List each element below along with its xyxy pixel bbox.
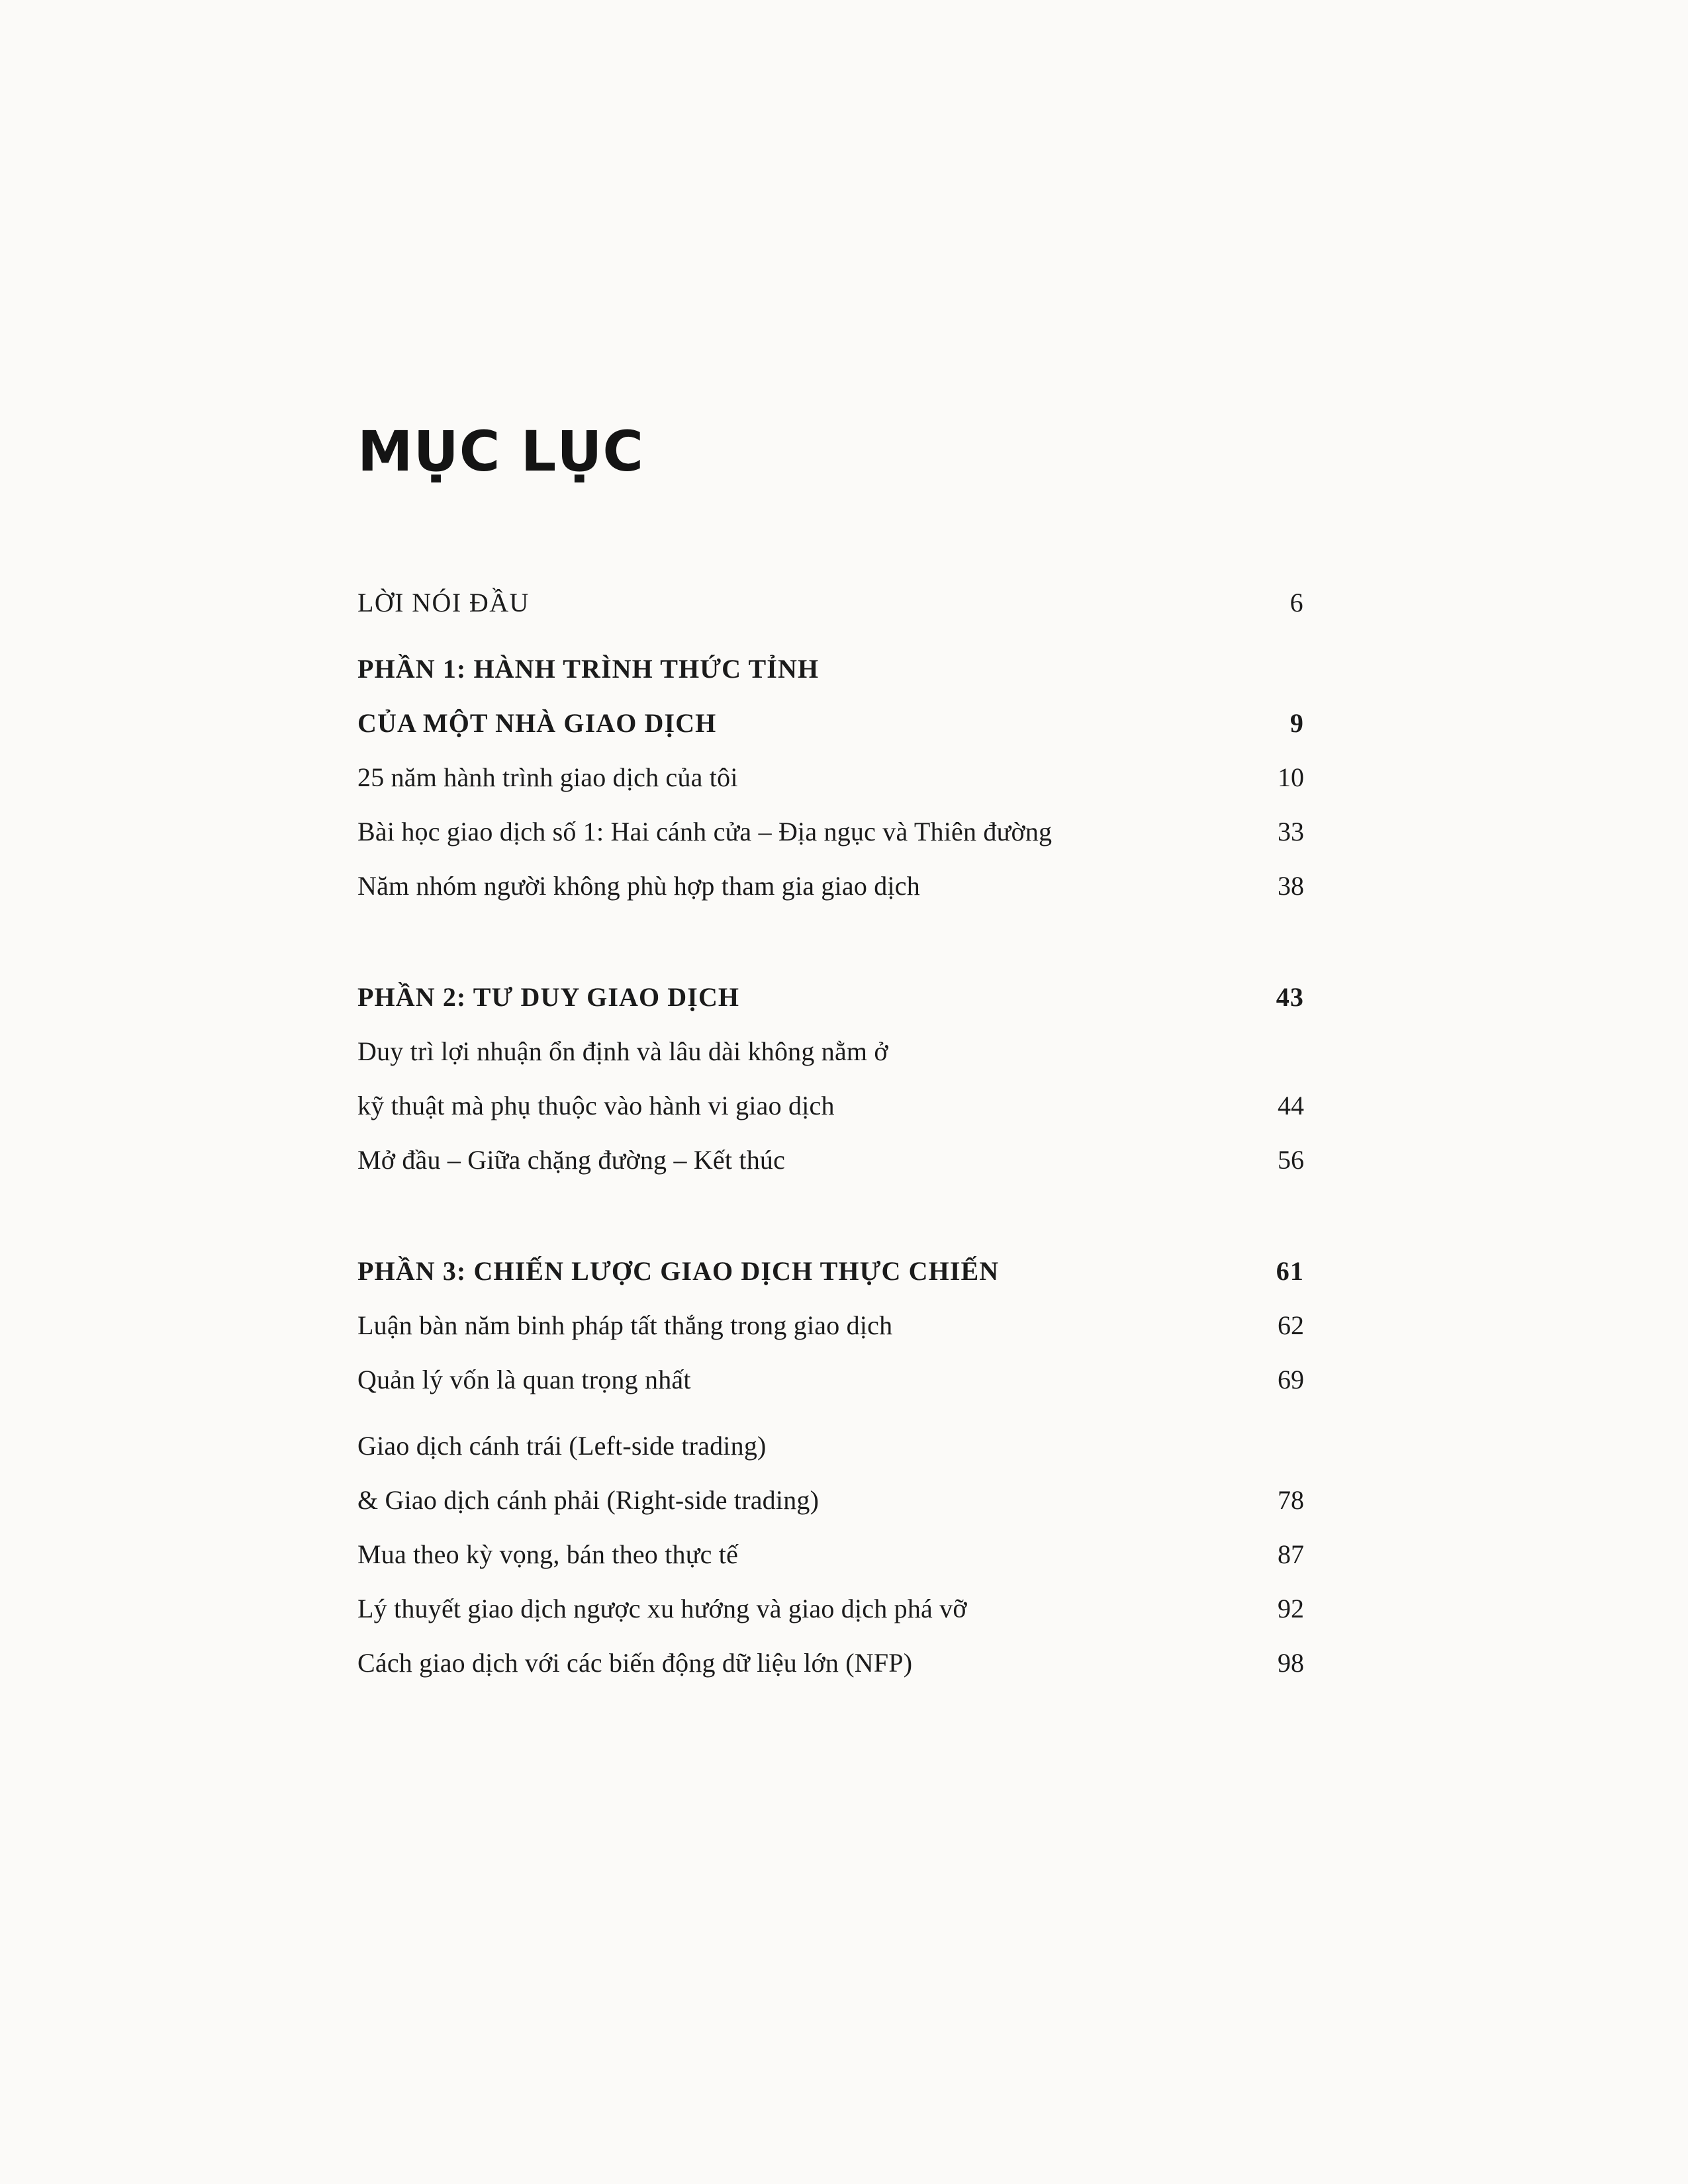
toc-section-label: PHẦN 3: CHIẾN LƯỢC GIAO DỊCH THỰC CHIẾN xyxy=(357,1256,1000,1286)
toc-entry-loi-noi-dau[interactable] xyxy=(357,585,1304,621)
toc-entry-mua-theo[interactable] xyxy=(357,1537,1304,1572)
toc-entry-label: Năm nhóm người không phù hợp tham gia giao dịch xyxy=(357,871,920,901)
toc-section-label: PHẦN 1: HÀNH TRÌNH THỨC TỈNH xyxy=(357,654,820,684)
toc-entry-page: 38 xyxy=(1278,871,1304,901)
toc-entry-page: 10 xyxy=(1278,762,1304,792)
toc-section-page: 43 xyxy=(1276,982,1304,1012)
toc-entry-label: LỜI NÓI ĐẦU xyxy=(357,588,530,617)
toc-entry-label: Mua theo kỳ vọng, bán theo thực tế xyxy=(357,1539,739,1569)
toc-entry-25-nam[interactable] xyxy=(357,760,1304,796)
toc-entry-page: 62 xyxy=(1278,1310,1304,1340)
toc-entry-label: & Giao dịch cánh phải (Right-side trading) xyxy=(357,1485,820,1515)
toc-entry-label: Luận bàn năm binh pháp tất thắng trong giao dịch xyxy=(357,1310,893,1340)
toc-entry-page: 69 xyxy=(1278,1365,1304,1394)
toc-entry-label: kỹ thuật mà phụ thuộc vào hành vi giao dịch xyxy=(357,1091,835,1120)
toc-entry-page: 6 xyxy=(1289,588,1304,617)
toc-entry-label: Duy trì lợi nhuận ổn định và lâu dài không nằm ở xyxy=(357,1036,888,1066)
toc-section-phan-2[interactable] xyxy=(357,979,1304,1015)
toc-section-label: PHẦN 2: TƯ DUY GIAO DỊCH xyxy=(357,982,740,1012)
toc-entry-bai-hoc-1[interactable] xyxy=(357,814,1304,850)
toc-entry-mo-dau[interactable] xyxy=(357,1142,1304,1178)
toc-entry-page: 56 xyxy=(1278,1145,1304,1175)
toc-entry-nam-nhom[interactable] xyxy=(357,868,1304,904)
toc-entry-canh-phai[interactable] xyxy=(357,1482,1304,1518)
toc-section-phan-1-line2[interactable] xyxy=(357,705,1304,741)
section-spacer xyxy=(357,1197,1331,1253)
page-title: MỤC LỤC xyxy=(357,419,645,484)
toc-entry-page: 98 xyxy=(1278,1648,1304,1678)
toc-entry-label: Quản lý vốn là quan trọng nhất xyxy=(357,1365,691,1394)
toc-entry-label: 25 năm hành trình giao dịch của tôi xyxy=(357,762,738,792)
toc-entry-page: 87 xyxy=(1278,1539,1304,1569)
toc-entry-label: Mở đầu – Giữa chặng đường – Kết thúc xyxy=(357,1145,786,1175)
toc-entry-page: 78 xyxy=(1278,1485,1304,1515)
toc-section-page: 61 xyxy=(1276,1256,1304,1286)
toc-entry-label: Giao dịch cánh trái (Left-side trading) xyxy=(357,1431,767,1461)
toc-entry-list xyxy=(357,585,1331,1681)
toc-section-label: CỦA MỘT NHÀ GIAO DỊCH xyxy=(357,708,717,738)
table-of-contents xyxy=(357,419,1331,1700)
toc-entry-page: 44 xyxy=(1278,1091,1304,1120)
toc-entry-page: 92 xyxy=(1278,1594,1304,1623)
toc-entry-label: Bài học giao dịch số 1: Hai cánh cửa – Địa ngục và Thiên đường xyxy=(357,817,1053,846)
toc-section-phan-1-line1[interactable] xyxy=(357,651,1304,687)
toc-entry-quan-ly-von[interactable] xyxy=(357,1362,1304,1398)
section-spacer xyxy=(357,923,1331,979)
toc-entry-duy-tri-line2[interactable] xyxy=(357,1088,1304,1124)
toc-entry-page: 33 xyxy=(1278,817,1304,846)
toc-entry-label: Cách giao dịch với các biến động dữ liệu lớn (NFP) xyxy=(357,1648,913,1678)
toc-entry-nfp[interactable] xyxy=(357,1645,1304,1681)
toc-section-page: 9 xyxy=(1289,708,1304,738)
toc-entry-canh-trai[interactable] xyxy=(357,1428,1304,1464)
toc-entry-luan-ban[interactable] xyxy=(357,1308,1304,1343)
toc-entry-duy-tri-line1[interactable] xyxy=(357,1034,1304,1069)
toc-entry-ly-thuyet[interactable] xyxy=(357,1591,1304,1627)
toc-section-phan-3[interactable] xyxy=(357,1253,1304,1289)
toc-entry-label: Lý thuyết giao dịch ngược xu hướng và giao dịch phá vỡ xyxy=(357,1594,967,1623)
